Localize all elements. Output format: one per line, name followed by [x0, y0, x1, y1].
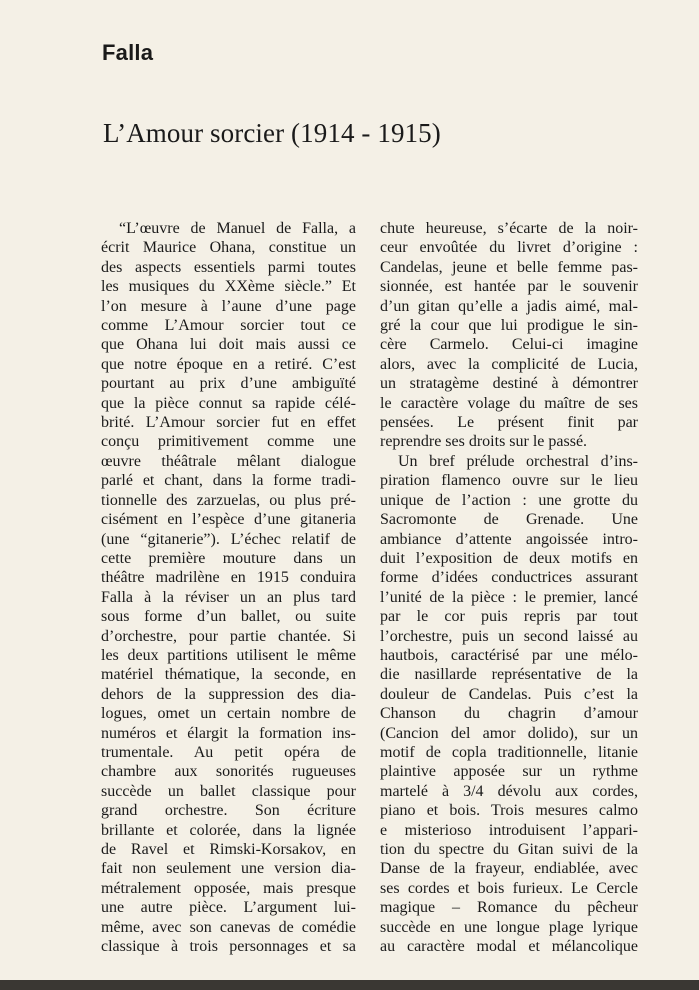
text-line: par le cor puis repris par tout: [380, 608, 638, 626]
text-line: martelé à 3/4 dévolu aux cordes,: [380, 782, 638, 800]
text-line: piration flamenco ouvre sur le lieu: [380, 472, 638, 490]
text-line: chambre aux sonorités rugueuses: [101, 763, 356, 781]
text-line: duit l’exposition de deux motifs en: [380, 549, 638, 567]
text-line: l’orchestre, puis un second laissé au: [380, 627, 638, 645]
text-line: des aspects essentiels parmi toutes: [101, 258, 356, 276]
text-line: pensées. Le présent finit par: [380, 414, 638, 432]
paragraph: [380, 452, 638, 957]
composer-heading: Falla: [102, 40, 154, 65]
text-line: sionnée, est hantée par le souvenir: [380, 278, 638, 296]
text-line: Danse de la frayeur, endiablée, avec: [380, 860, 638, 878]
text-line: que Ohana lui doit mais aussi ce: [101, 336, 356, 354]
text-line: die nasillarde représentative de la: [380, 666, 638, 684]
text-line: une autre pièce. L’argument lui-: [101, 899, 356, 917]
text-line: succède un ballet classique pour: [101, 782, 356, 800]
text-line: Sacromonte de Grenade. Une: [380, 511, 638, 529]
text-line: d’un gitan qu’elle a jadis aimé, mal-: [380, 297, 638, 315]
text-line: reprendre ses droits sur le passé.: [380, 433, 588, 451]
text-line: matériel thématique, la seconde, en: [101, 666, 356, 684]
text-line: les musiques du XXème siècle.” Et: [101, 278, 356, 296]
paragraph: [380, 219, 638, 452]
text-line: ses cordes et bois furieux. Le Cercle: [380, 879, 638, 897]
text-line: trumentale. Au petit opéra de: [101, 743, 356, 761]
text-line: classique à trois personnages et sa: [101, 938, 356, 956]
text-line: comme L’Amour sorcier tout ce: [101, 317, 356, 335]
text-line: e misterioso introduisent l’appari-: [380, 821, 638, 839]
text-line: forme d’idées conductrices assurant: [380, 569, 638, 587]
text-line: tion du spectre du Gitan suivi de la: [380, 841, 638, 858]
text-line: que la pièce connut sa rapide célé-: [101, 394, 356, 412]
text-line: alors, avec la complicité de Lucia,: [380, 355, 638, 373]
paragraph: [101, 219, 356, 956]
text-line: (une “gitanerie”). L’échec relatif de: [101, 530, 356, 548]
text-line: ceur envoûtée du livret d’origine :: [380, 239, 638, 257]
text-line: métralement opposée, mais presque: [101, 879, 356, 897]
text-line: d’orchestre, pour partie chantée. Si: [101, 627, 356, 645]
text-line: numéros et élargit la formation ins-: [101, 724, 356, 742]
text-line: douleur de Candelas. Puis c’est la: [380, 685, 638, 703]
text-line: dehors de la suppression des dia-: [101, 685, 356, 703]
text-line: œuvre théâtrale mêlant dialogue: [101, 452, 356, 470]
text-line: fait non seulement une version dia-: [101, 860, 356, 878]
work-title: L’Amour sorcier (1914 - 1915): [103, 118, 441, 148]
text-line: (Cancion del amor dolido), sur un: [380, 724, 638, 742]
text-line: grand orchestre. Son écriture: [101, 802, 356, 820]
text-line: cisément en l’espèce d’une gitaneria: [101, 511, 356, 529]
text-line: succède en une longue plage lyrique: [380, 918, 638, 936]
text-line: piano et bois. Trois mesures calmo: [380, 802, 638, 820]
text-line: gré la cour que lui prodigue le sin-: [380, 317, 638, 335]
text-line: tionnelle des zarzuelas, ou plus pré-: [101, 491, 356, 509]
text-line: Candelas, jeune et belle femme pas-: [380, 258, 638, 276]
text-line: l’on mesure à l’aune d’une page: [101, 297, 356, 315]
text-line: cère Carmelo. Celui-ci imagine: [380, 336, 638, 354]
text-line: écrit Maurice Ohana, constitue un: [101, 239, 356, 257]
text-line: pourtant au prix d’une ambiguïté: [101, 375, 356, 393]
text-line: l’unité de la pièce : le premier, lancé: [380, 588, 638, 606]
text-line: unique de l’action : une grotte du: [380, 491, 638, 509]
page-bottom-edge: [0, 980, 699, 990]
text-line: motif de copla traditionnelle, litanie: [380, 743, 638, 761]
text-line: magique – Romance du pêcheur: [380, 899, 638, 917]
text-line: chute heureuse, s’écarte de la noir-: [380, 220, 638, 237]
text-line: sous forme d’un ballet, ou suite: [101, 608, 356, 626]
text-line: même, avec son canevas de comédie: [101, 918, 356, 936]
text-line: que notre époque en a retiré. C’est: [101, 355, 356, 373]
text-line: Falla à la réviser un an plus tard: [101, 588, 356, 606]
text-line: hautbois, caractérisé par une mélo-: [380, 646, 638, 664]
text-line: le caractère volage du maître de ses: [380, 394, 638, 412]
text-line: plaintive apposée sur un rythme: [380, 763, 638, 781]
text-column-right: [380, 219, 638, 956]
text-line: logues, omet un certain nombre de: [101, 705, 356, 723]
text-column-left: [101, 219, 356, 956]
text-line: “L’œuvre de Manuel de Falla, a: [119, 220, 356, 237]
text-line: théâtre madrilène en 1915 conduira: [101, 569, 356, 587]
text-line: Chanson du chagrin d’amour: [380, 705, 638, 723]
text-line: parlé et chant, dans la forme tradi-: [101, 472, 356, 490]
text-line: au caractère modal et mélancolique: [380, 938, 638, 956]
text-line: de Ravel et Rimski-Korsakov, en: [101, 841, 356, 858]
text-line: brillante et colorée, dans la lignée: [101, 821, 356, 839]
text-line: un stratagème destiné à démontrer: [380, 375, 638, 393]
text-line: cette première mouture dans un: [101, 549, 356, 567]
text-line: ambiance d’attente angoissée intro-: [380, 530, 638, 548]
text-line: brité. L’Amour sorcier fut en effet: [101, 414, 356, 432]
text-line: Un bref prélude orchestral d’ins-: [398, 452, 638, 470]
text-line: les deux partitions utilisent le même: [101, 646, 356, 664]
text-line: conçu primitivement comme une: [101, 433, 356, 451]
